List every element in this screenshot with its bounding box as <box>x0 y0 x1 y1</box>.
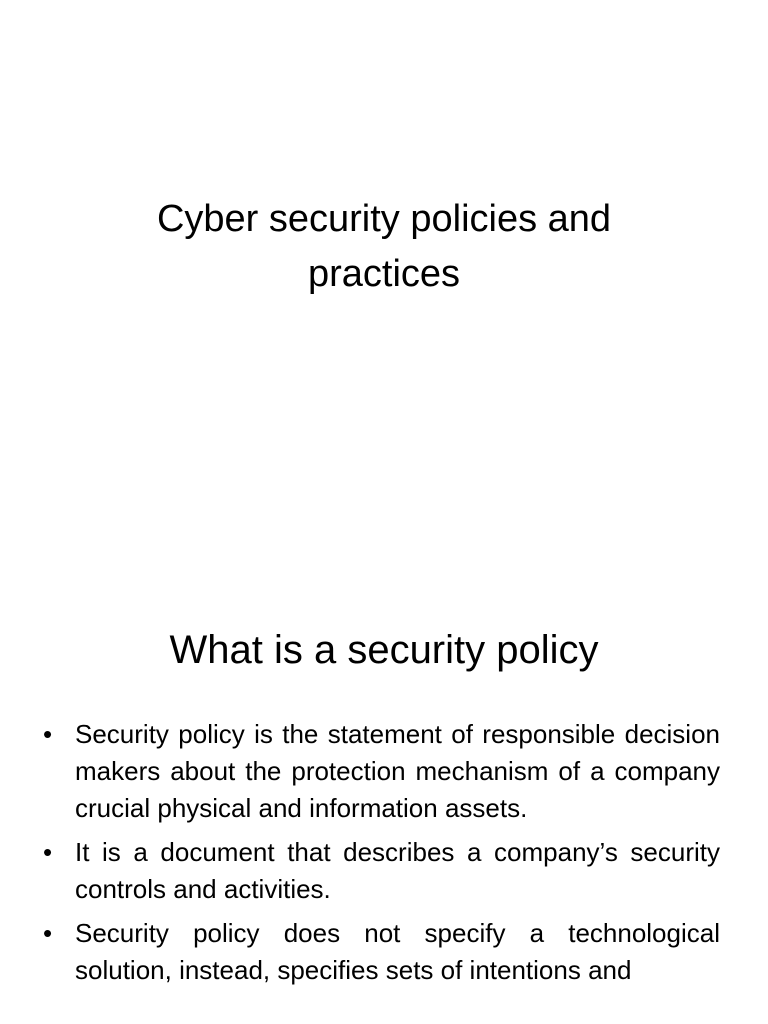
bullet-dot-icon: • <box>43 719 53 749</box>
slide-2-title: What is a security policy <box>169 628 599 672</box>
bullet-text: Security policy is the statement of responsible decision makers about the protection mechanism of a company crucial physical and information assets. <box>75 719 720 823</box>
bullet-item <box>40 915 720 989</box>
bullet-text: Security policy does not specify a technological solution, instead, specifies sets of intentions and <box>75 918 720 985</box>
bullet-item <box>40 834 720 908</box>
bullet-item <box>40 716 720 827</box>
bullet-dot-icon: • <box>43 918 53 948</box>
slide-content <box>0 600 768 1024</box>
bullet-dot-icon: • <box>43 837 53 867</box>
bullet-text: It is a document that describes a company’s security controls and activities. <box>75 837 720 904</box>
bullet-list <box>40 716 720 996</box>
slide-1-title: Cyber security policies and practices <box>156 198 612 295</box>
